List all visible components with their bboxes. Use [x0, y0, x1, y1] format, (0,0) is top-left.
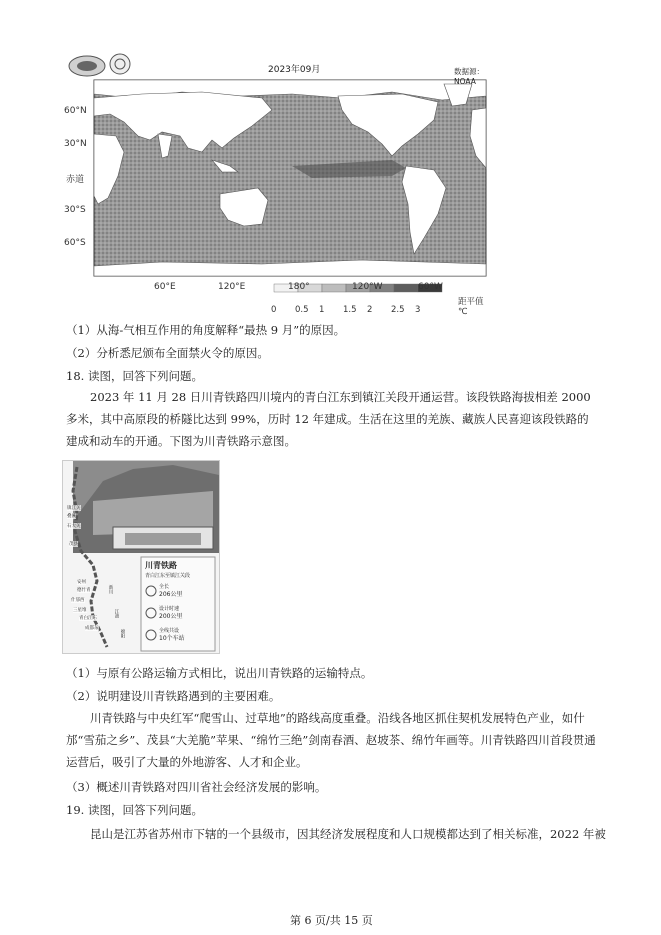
- station-label: 安州: [77, 580, 86, 585]
- scale-value: 1.5: [343, 305, 357, 315]
- scale-value: 0.5: [295, 305, 309, 315]
- scale-swatch: [322, 284, 346, 292]
- stat-speed: 设计时速 200公里: [159, 606, 183, 620]
- lon-label: 180°: [288, 282, 310, 292]
- cma-logo: [110, 54, 130, 74]
- station-label: 镇江关: [67, 506, 81, 511]
- q18-paragraph: 2023 年 11 月 28 日川青铁路四川境内的青白江东到镇江关段开通运营。该段铁路海拔相差 2000 多米，其中高原段的桥隧比达到 99%，历时 12 年建成。生活在这里的羌族、藏族人民喜迎该段铁路的建成和动车的开通。下图为川青铁路示意图。: [66, 390, 591, 448]
- q18-item2: （2）说明建设川青铁路遇到的主要困难。: [66, 689, 281, 703]
- stat-stations: 全线共设 10个车站: [159, 628, 185, 642]
- scale-swatch: [394, 284, 418, 292]
- lat-label: 60°S: [64, 238, 86, 248]
- scale-value: 3: [415, 305, 421, 315]
- scale-value: 1: [319, 305, 325, 315]
- station-label: 石大关: [67, 524, 81, 529]
- map-source: 数据源：NOAA: [454, 67, 484, 86]
- scale-value: 2.5: [391, 305, 405, 315]
- q17-item2: （2）分析悉尼颁布全面禁火令的原因。: [66, 346, 269, 360]
- station-label: 绵阳: [120, 629, 125, 638]
- stat-length: 全长 206公里: [159, 584, 183, 598]
- q18-heading: 18. 读图，回答下列问题。: [66, 369, 203, 383]
- lon-label: 60°W: [418, 282, 443, 292]
- lon-label: 120°E: [218, 282, 246, 292]
- station-label: 什邡西: [71, 598, 85, 603]
- q19-paragraph: 昆山是江苏省苏州市下辖的一个县级市，因其经济发展程度和人口规模都达到了相关标准，2022 年被: [90, 827, 606, 841]
- lat-label: 60°N: [64, 106, 87, 116]
- q17-item1: （1）从海-气相互作用的角度解释“最热 9 月”的原因。: [66, 323, 346, 337]
- lat-label: 30°S: [64, 205, 86, 215]
- sst-anomaly-map: [62, 48, 490, 318]
- map-date: 2023年09月: [268, 65, 321, 75]
- lon-label: 120°W: [352, 282, 383, 292]
- station-label: 三星堆: [73, 608, 87, 613]
- station-label: 青白江东: [79, 616, 97, 621]
- q18-paragraph2: 川青铁路与中央红军“爬雪山、过草地”的路线高度重叠。沿线各地区抓住契机发展特色产业，如什邡“雪茄之乡”、茂县“大羌脆”苹果、“绵竹三绝”剑南春酒、赵坡茶、绵竹年画等。川青铁路四川首段贯通运营后，吸引了大量的外地游客、人才和企业。: [66, 711, 596, 769]
- lat-label: 30°N: [64, 139, 87, 149]
- q19-heading: 19. 读图，回答下列问题。: [66, 803, 203, 817]
- page-number: 第 6 页/共 15 页: [290, 914, 373, 927]
- lat-label: 赤道: [66, 175, 85, 185]
- railway-subtitle: 青白江东至镇江关段: [145, 573, 191, 579]
- railway-title: 川青铁路: [145, 561, 177, 570]
- station-label: 江油: [114, 609, 119, 618]
- scale-value: 0: [271, 305, 277, 315]
- station-label: 新川: [108, 585, 113, 594]
- station-label: 成都东: [85, 626, 99, 631]
- lon-label: 60°E: [154, 282, 176, 292]
- ncc-logo: [69, 56, 105, 76]
- station-label: 叠溪: [67, 514, 76, 519]
- q18-item3: （3）概述川青铁路对四川省社会经济发展的影响。: [66, 780, 327, 794]
- station-label: 德竹青: [77, 588, 91, 593]
- railway-map-figure: [62, 460, 220, 654]
- scale-title: 距平值 ℃: [458, 297, 484, 317]
- scale-value: 2: [367, 305, 373, 315]
- station-label: 茂县: [69, 542, 78, 547]
- q18-item1: （1）与原有公路运输方式相比，说出川青铁路的运输特点。: [66, 666, 373, 680]
